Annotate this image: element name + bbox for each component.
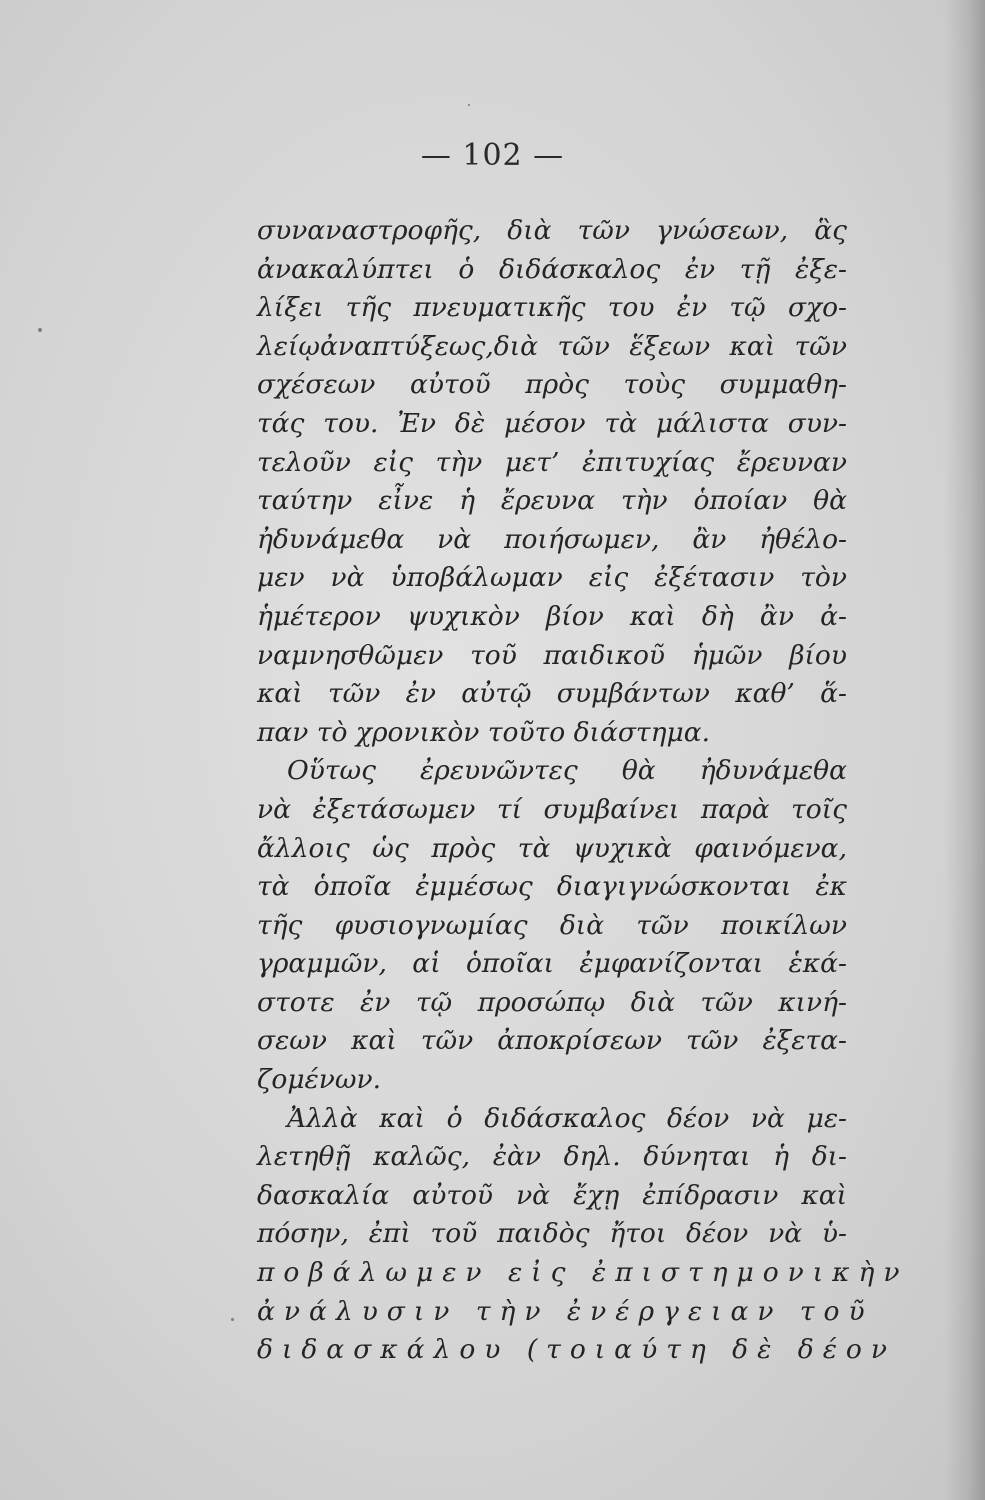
text-line: σεων καὶ τῶν ἀποκρίσεων τῶν ἐξετα- bbox=[257, 1025, 847, 1057]
text-line: ἡμέτερον ψυχικὸν βίον καὶ δὴ ἂν ἀ- bbox=[257, 600, 847, 632]
text-line: πόσην, ἐπὶ τοῦ παιδὸς ἤτοι δέον νὰ ὑ- bbox=[257, 1218, 847, 1250]
text-line: ποβάλωμεν εἰς ἐπιστημονικὴν bbox=[257, 1257, 909, 1289]
text-line: γραμμῶν, αἱ ὁποῖαι ἐμφανίζονται ἑκά- bbox=[257, 948, 847, 980]
text-line: ζομένων. bbox=[257, 1064, 382, 1096]
text-line: διδασκάλου (τοιαύτη δὲ δέον bbox=[257, 1334, 896, 1366]
text-line: ἄλλοις ὡς πρὸς τὰ ψυχικὰ φαινόμενα, bbox=[257, 832, 847, 864]
ink-speck bbox=[38, 328, 42, 332]
text-line: ναμνησθῶμεν τοῦ παιδικοῦ ἡμῶν βίου bbox=[257, 639, 847, 671]
text-line: καὶ τῶν ἐν αὐτῷ συμβάντων καθ’ ἅ- bbox=[257, 678, 847, 710]
body-text bbox=[257, 212, 909, 1370]
text-line: τὰ ὁποῖα ἐμμέσως διαγιγνώσκονται ἐκ bbox=[257, 871, 847, 903]
text-line: παν τὸ χρονικὸν τοῦτο διάστημα. bbox=[257, 716, 711, 748]
text-line: ταύτην εἶνε ἡ ἔρευνα τὴν ὁποίαν θὰ bbox=[257, 485, 847, 517]
text-line: λείῳἀναπτύξεως,διὰ τῶν ἕξεων καὶ τῶν bbox=[257, 330, 847, 362]
text-line: ἠδυνάμεθα νὰ ποιήσωμεν, ἂν ἠθέλο- bbox=[257, 523, 847, 555]
page-gutter-shadow bbox=[945, 0, 985, 1500]
text-line: λετηθῇ καλῶς, ἐὰν δηλ. δύνηται ἡ δι- bbox=[257, 1141, 847, 1173]
text-line: σχέσεων αὐτοῦ πρὸς τοὺς συμμαθη- bbox=[257, 369, 847, 401]
text-line: Οὕτως ἐρευνῶντες θὰ ἠδυνάμεθα bbox=[287, 755, 847, 787]
text-line: τελοῦν εἰς τὴν μετ’ ἐπιτυχίας ἔρευναν bbox=[257, 446, 847, 478]
ink-speck bbox=[468, 104, 470, 106]
text-line: δασκαλία αὐτοῦ νὰ ἔχῃ ἐπίδρασιν καὶ bbox=[257, 1179, 847, 1211]
text-line: Ἀλλὰ καὶ ὁ διδάσκαλος δέον νὰ με- bbox=[287, 1102, 847, 1134]
text-line: συναναστροφῆς, διὰ τῶν γνώσεων, ἃς bbox=[257, 215, 847, 246]
text-line: ἀνακαλύπτει ὁ διδάσκαλος ἐν τῇ ἐξε- bbox=[257, 253, 847, 285]
text-line: στοτε ἐν τῷ προσώπῳ διὰ τῶν κινή- bbox=[257, 986, 847, 1018]
text-line: λίξει τῆς πνευματικῆς του ἐν τῷ σχο- bbox=[257, 292, 847, 324]
text-line: τάς του. Ἐν δὲ μέσον τὰ μάλιστα συν- bbox=[257, 407, 847, 439]
text-line: τῆς φυσιογνωμίας διὰ τῶν ποικίλων bbox=[257, 909, 847, 941]
text-line: μεν νὰ ὑποβάλωμαν εἰς ἐξέτασιν τὸν bbox=[257, 562, 847, 594]
text-line: νὰ ἐξετάσωμεν τί συμβαίνει παρὰ τοῖς bbox=[257, 793, 847, 825]
page-number: — 102 — bbox=[420, 138, 565, 173]
text-line: ἀνάλυσιν τὴν ἐνέργειαν τοῦ bbox=[257, 1295, 874, 1327]
ink-speck bbox=[231, 1318, 234, 1321]
